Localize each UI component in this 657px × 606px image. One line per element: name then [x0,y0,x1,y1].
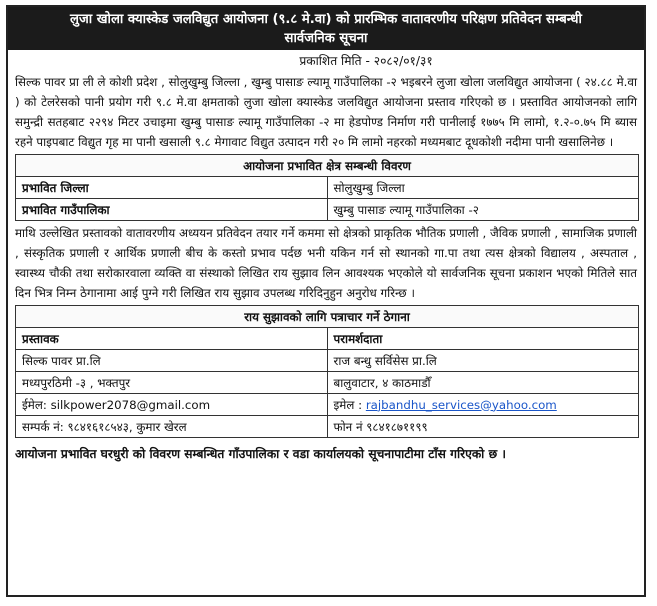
footer-note: आयोजना प्रभावित घरधुरी को विवरण सम्बन्धित गाँउपालिका र वडा कार्यालयको सूचनापाटीमा टाँस गरिएको छ । [15,447,506,461]
table-row [16,372,639,394]
project-description: सिल्क पावर प्रा ली ले कोशी प्रदेश , सोलुखुम्बु जिल्ला , खुम्बु पासाङ ल्यामू गाउँपालिका -२ भइबरने लुजा खोला जलविद्युत आयोजना ( २४.८८ मे.वा ) को टेलरेसको पानी प्रयोग गरी ९.८ मे.वा क्षमताको लुजा खोला क्यास्केड जलविद्युत आयोजना प्रस्ताव गरिएको छ । प्रस्तावित आयोजनको लागि समुन्द्री सतहबाट २२९४ मिटर उचाइमा खुम्बु पासाङ ल्यामू गाउँपालिका -२ मा हेडपोण्ड निर्माण गरी पानीलाई १७७५ मि लामो, १.२-०.७५ मि ब्यास रहने पाइपबाट विद्युत गृह मा पानी खसाली ९.८ मेगावाट विद्युत उत्पादन गरी २० मि लामो नहरको मध्यमबाट दूधकोशी नदीमा पानी खसालिनेछ । [15,75,638,149]
affected-area-table [15,154,639,221]
consultant-email-label: इमेल : [333,397,363,412]
comment-request-paragraph: माथि उल्लेखित प्रस्तावको वातावरणीय अध्ययन प्रतिवेदन तयार गर्ने कममा सो क्षेत्रको प्राकृतिक भौतिक प्रणाली , जैविक प्रणाली , सामाजिक प्रणाली , संस्कृतिक प्रणाली र आर्थिक प्रणाली बीच के कस्तो प्रभाव पर्दछ भनी यकिन गर्न सो स्थानको गा.पा तथा त्यस क्षेत्रको विद्यालय , अस्पताल , स्वास्थ्य चौकी तथा सरोकारवाला व्यक्ति वा संस्थाको लिखित राय सुझाव लिन आवश्यक भएकोले यो सार्वजनिक सूचना प्रकाशन भएको मितिले सात दिन भित्र निम्न ठेगानामा आई पुग्ने गरी लिखित राय सुझाव उपलब्ध गरिदिनुहुन अनुरोध गरिन्छ । [15,226,637,300]
table-row [16,177,639,199]
consultant-email-cell [327,394,639,416]
contact-address-table [15,305,639,438]
table-row [16,350,639,372]
proponent-name: सिल्क पावर प्रा.लि [16,350,328,372]
proponent-email-label: ईमेल: [22,397,47,412]
table-row [16,199,639,221]
affected-municipality-label: प्रभावित गाउँपालिका [16,199,328,221]
table-row [16,394,639,416]
public-notice [6,5,646,597]
notice-title: लुजा खोला क्यास्केड जलविद्युत आयोजना (९.८ मे.वा) को प्रारम्भिक वातावरणीय परिक्षण प्रतिवेदन सम्बन्धी [70,12,582,27]
notice-subtitle: सार्वजनिक सूचना [284,31,368,46]
proponent-address: मध्यपुरठिमी -३ , भक्तपुर [16,372,328,394]
proponent-phone: सम्पर्क नं: ९८४१६१८५४३, कुमार खेरल [16,416,328,438]
affected-area-caption: आयोजना प्रभावित क्षेत्र सम्बन्धी विवरण [16,155,639,177]
proponent-header: प्रस्तावक [16,328,328,350]
consultant-name: राज बन्धु सर्विसेस प्रा.लि [327,350,639,372]
published-date: प्रकाशित मिति - २०८२/०१/३१ [299,54,433,68]
consultant-email-link[interactable]: rajbandhu_services@yahoo.com [365,397,557,412]
notice-title-bar [8,7,644,50]
affected-district-label: प्रभावित जिल्ला [16,177,328,199]
consultant-address: बालुवाटार, ४ काठमाडौँ [327,372,639,394]
consultant-header: परामर्शदाता [327,328,639,350]
contact-table-caption: राय सुझावको लागि पत्राचार गर्ने ठेगाना [16,306,639,328]
consultant-phone: फोन नं ९८४१८७११९९ [327,416,639,438]
table-row [16,328,639,350]
proponent-email-cell [16,394,328,416]
table-row [16,416,639,438]
affected-district-value: सोलुखुम्बु जिल्ला [327,177,639,199]
affected-municipality-value: खुम्बु पासाङ ल्यामू गाउँपालिका -२ [327,199,639,221]
proponent-email: silkpower2078@gmail.com [50,397,211,412]
